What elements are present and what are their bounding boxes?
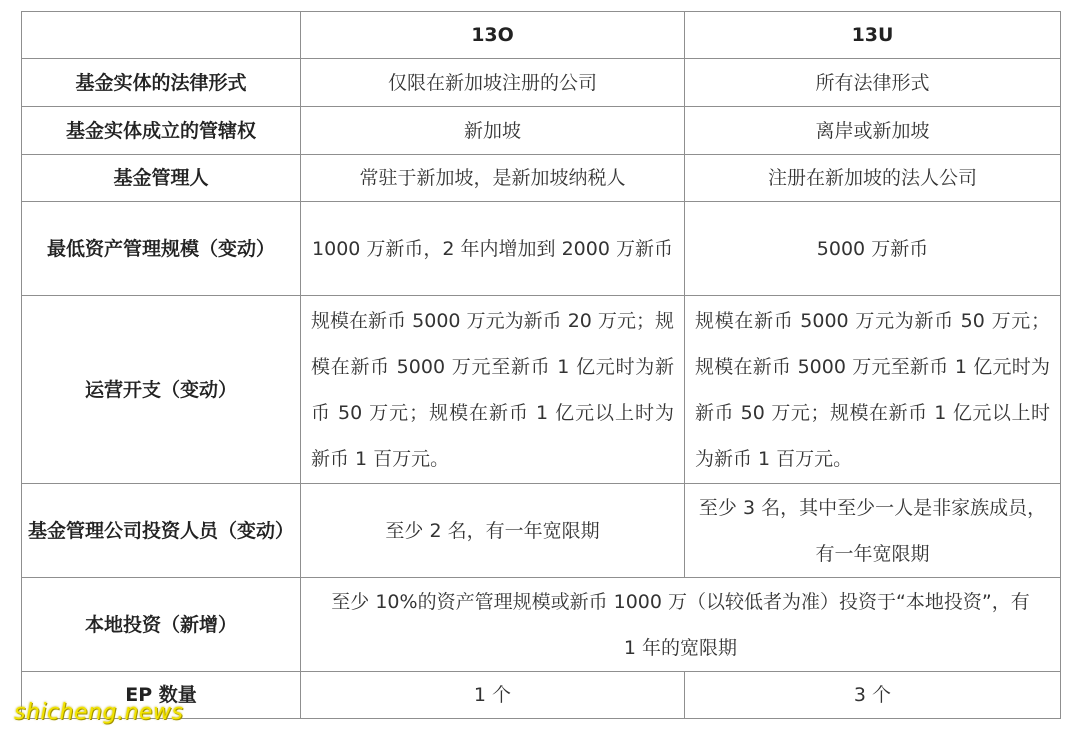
cell-13u: 所有法律形式 bbox=[685, 59, 1061, 107]
row-label: 运营开支（变动） bbox=[22, 296, 301, 484]
cell-merged: 至少 10%的资产管理规模或新币 1000 万（以较低者为准）投资于“本地投资”，有 1 年的宽限期 bbox=[301, 578, 1061, 672]
header-13o: 13O bbox=[301, 12, 685, 59]
table-row bbox=[22, 202, 1061, 296]
cell-13o: 规模在新币 5000 万元为新币 20 万元；规模在新币 5000 万元至新币 1 亿元时为新币 50 万元；规模在新币 1 亿元以上时为新币 1 百万元。 bbox=[301, 296, 685, 484]
cell-13u: 注册在新加坡的法人公司 bbox=[685, 155, 1061, 202]
cell-13u: 离岸或新加坡 bbox=[685, 107, 1061, 155]
cell-13o: 1000 万新币，2 年内增加到 2000 万新币 bbox=[301, 202, 685, 296]
header-row bbox=[22, 12, 1061, 59]
cell-13o: 仅限在新加坡注册的公司 bbox=[301, 59, 685, 107]
row-label: 最低资产管理规模（变动） bbox=[22, 202, 301, 296]
row-label: EP 数量 bbox=[22, 672, 301, 719]
row-label: 本地投资（新增） bbox=[22, 578, 301, 672]
cell-13u: 规模在新币 5000 万元为新币 50 万元；规模在新币 5000 万元至新币 1 亿元时为新币 50 万元；规模在新币 1 亿元以上时为新币 1 百万元。 bbox=[685, 296, 1061, 484]
row-label: 基金实体的法律形式 bbox=[22, 59, 301, 107]
watermark: shicheng.news bbox=[14, 700, 184, 725]
cell-13u: 至少 3 名，其中至少一人是非家族成员，有一年宽限期 bbox=[685, 484, 1061, 578]
row-label: 基金管理人 bbox=[22, 155, 301, 202]
row-label: 基金实体成立的管辖权 bbox=[22, 107, 301, 155]
header-13u: 13U bbox=[685, 12, 1061, 59]
cell-13o: 新加坡 bbox=[301, 107, 685, 155]
table-row bbox=[22, 107, 1061, 155]
table-row bbox=[22, 155, 1061, 202]
cell-13u: 3 个 bbox=[685, 672, 1061, 719]
table-row bbox=[22, 484, 1061, 578]
row-label: 基金管理公司投资人员（变动） bbox=[22, 484, 301, 578]
cell-13o: 至少 2 名，有一年宽限期 bbox=[301, 484, 685, 578]
table-row bbox=[22, 296, 1061, 484]
comparison-table bbox=[21, 11, 1061, 719]
cell-13o: 常驻于新加坡，是新加坡纳税人 bbox=[301, 155, 685, 202]
cell-13u: 5000 万新币 bbox=[685, 202, 1061, 296]
header-blank bbox=[22, 12, 301, 59]
table-row bbox=[22, 578, 1061, 672]
table-row bbox=[22, 59, 1061, 107]
cell-13o: 1 个 bbox=[301, 672, 685, 719]
